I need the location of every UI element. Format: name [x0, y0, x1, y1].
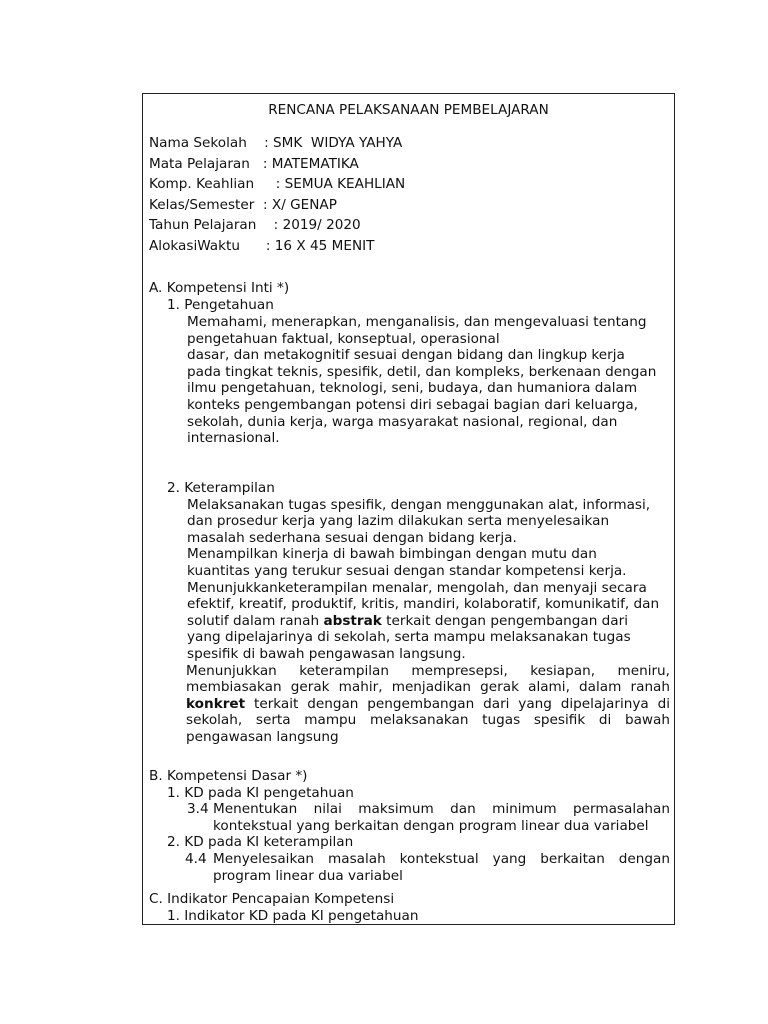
info-value: : SMK WIDYA YAHYA	[264, 135, 403, 151]
info-value: : X/ GENAP	[262, 196, 337, 213]
kd-text: Menentukan nilai maksimum dan minimum permasalahan kontekstual yang berkaitan dengan program linear dua variabel	[213, 801, 670, 834]
info-label: Mata Pelajaran	[149, 155, 263, 172]
keterampilan-line: dan prosedur kerja yang lazim dilakukan serta menyelesaikan	[187, 513, 610, 530]
keterampilan-line: Melaksanakan tugas spesifik, dengan menggunakan alat, informasi,	[187, 496, 651, 513]
section-a-heading: A. Kompetensi Inti *)	[149, 280, 290, 296]
info-label: Kelas/Semester	[149, 196, 263, 213]
info-label: Komp. Keahlian	[149, 176, 276, 192]
pengetahuan-line: Memahami, menerapkan, menganalisis, dan mengevaluasi tentang	[187, 314, 647, 330]
konkret-part1: Menunjukkan keterampilan mempresepsi, kesiapan, meniru, membiasakan gerak mahir, menjadikan gerak alami, dalam ranah	[186, 662, 670, 696]
konkret-bold: konkret	[186, 695, 246, 712]
kd-number: 3.4	[187, 801, 209, 818]
info-label: AlokasiWaktu	[149, 237, 266, 254]
info-kelas-semester	[149, 196, 337, 214]
info-tahun-pelajaran	[149, 216, 361, 234]
keterampilan-line: yang dipelajarinya di sekolah, serta mampu melaksanakan tugas	[187, 629, 631, 646]
keterampilan-konkret-paragraph	[186, 663, 670, 746]
section-b-item1-heading: 1. KD pada KI pengetahuan	[167, 784, 354, 801]
pengetahuan-line: pada tingkat teknis, spesifik, detil, dan kompleks, berkenaan dengan	[187, 363, 657, 380]
kd-4-4	[185, 851, 670, 884]
keterampilan-line: efektif, kreatif, produktif, kritis, mandiri, kolaboratif, komunikatif, dan	[187, 596, 660, 613]
keterampilan-line: kuantitas yang terukur sesuai dengan standar kompetensi kerja.	[187, 563, 627, 579]
section-a-item2-heading: 2. Keterampilan	[167, 480, 275, 496]
pengetahuan-line: sekolah, dunia kerja, warga masyarakat nasional, regional, dan	[187, 413, 618, 430]
pengetahuan-line: internasional.	[187, 430, 280, 447]
kd-text: Menyelesaikan masalah kontekstual yang berkaitan dengan program linear dua variabel	[213, 851, 670, 884]
pengetahuan-line: konteks pengembangan potensi diri sebagai bagian dari keluarga,	[187, 397, 638, 413]
kd-number: 4.4	[185, 851, 207, 867]
keterampilan-abstrak-line	[187, 613, 628, 630]
info-value: : 16 X 45 MENIT	[265, 237, 375, 254]
info-komp-keahlian	[149, 175, 405, 193]
abstrak-bold: abstrak	[323, 612, 382, 629]
info-label: Tahun Pelajaran	[149, 217, 274, 233]
section-b-item2-heading: 2. KD pada KI keterampilan	[167, 834, 354, 851]
abstrak-after: terkait dengan pengembangan dari	[381, 612, 628, 629]
abstrak-before: solutif dalam ranah	[187, 612, 324, 629]
section-c-item1: 1. Indikator KD pada KI pengetahuan	[167, 907, 419, 924]
document-title: RENCANA PELAKSANAAN PEMBELAJARAN	[268, 102, 549, 118]
info-alokasi-waktu	[149, 237, 374, 255]
info-nama-sekolah	[149, 134, 402, 152]
pengetahuan-line: ilmu pengetahuan, teknologi, seni, budaya, dan humaniora dalam	[187, 380, 638, 397]
info-label: Nama Sekolah	[149, 135, 265, 151]
info-value: : SEMUA KEAHLIAN	[275, 176, 406, 192]
kd-3-4	[187, 801, 670, 834]
section-b-heading: B. Kompetensi Dasar *)	[149, 768, 308, 784]
pengetahuan-line: pengetahuan faktual, konseptual, operasional	[187, 330, 500, 347]
pengetahuan-line: dasar, dan metakognitif sesuai dengan bidang dan lingkup kerja	[187, 347, 625, 364]
info-mata-pelajaran	[149, 155, 359, 173]
keterampilan-line: Menampilkan kinerja di bawah bimbingan dengan mutu dan	[187, 546, 597, 563]
info-value: : 2019/ 2020	[273, 217, 361, 233]
keterampilan-line: Menunjukkanketerampilan menalar, mengolah, dan menyaji secara	[187, 579, 647, 596]
konkret-part2: terkait dengan pengembangan dari yang dipelajarinya di sekolah, serta mampu melaksanakan tugas spesifik di bawah pengawasan langsung	[186, 695, 670, 745]
section-a-item1-heading: 1. Pengetahuan	[167, 297, 274, 313]
info-value: : MATEMATIKA	[262, 155, 359, 172]
keterampilan-line: spesifik di bawah pengawasan langsung.	[187, 646, 466, 662]
section-c-heading: C. Indikator Pencapaian Kompetensi	[149, 891, 395, 907]
document-page	[142, 93, 675, 925]
keterampilan-line: masalah sederhana sesuai dengan bidang kerja.	[187, 529, 517, 546]
